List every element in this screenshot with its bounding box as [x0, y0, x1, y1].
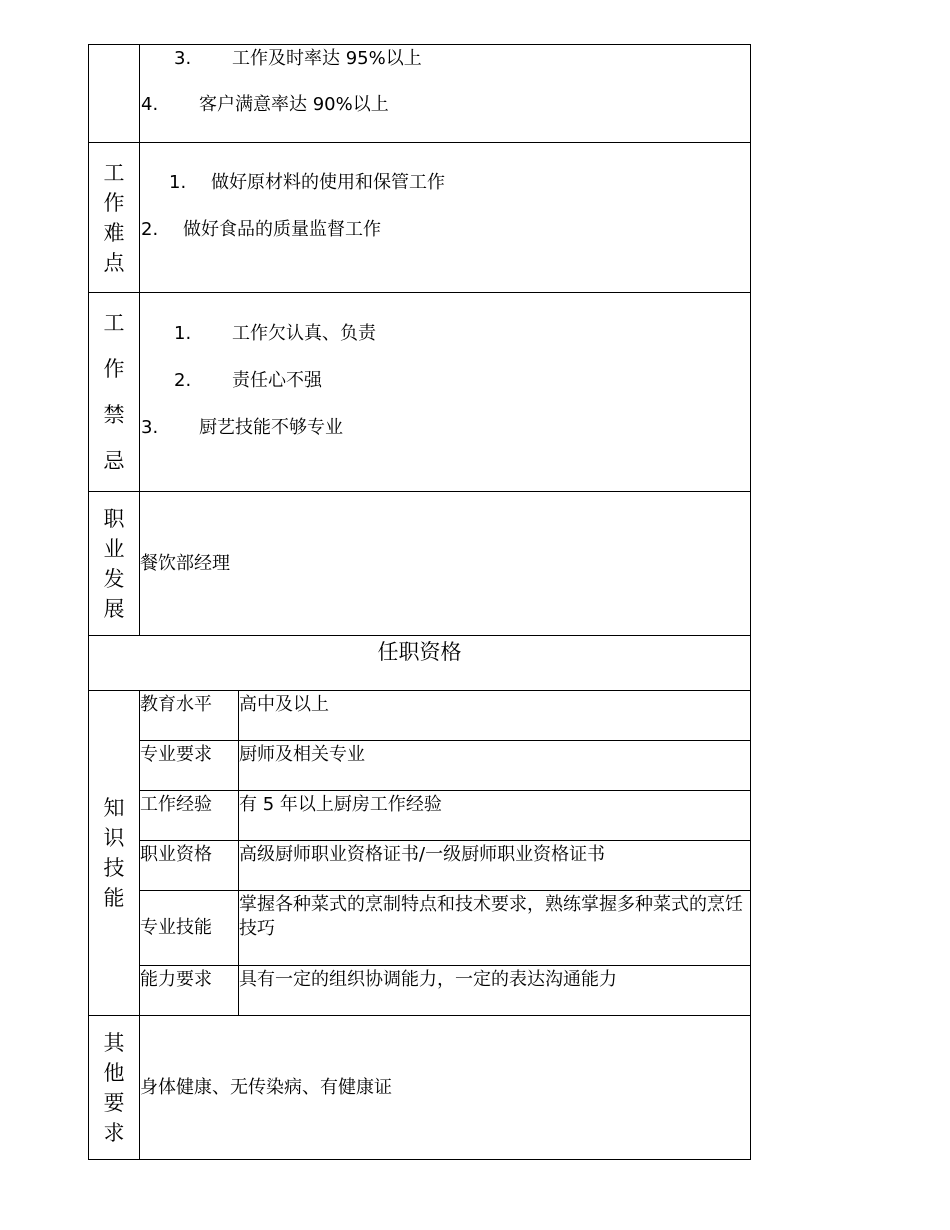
row-key: 职业资格	[140, 841, 239, 891]
table-row	[89, 841, 751, 891]
qualifications-title-row	[89, 636, 751, 691]
difficulties-label: 工 作 难 点	[89, 143, 140, 293]
career-row	[89, 492, 751, 636]
taboos-items-cell	[140, 293, 751, 492]
qualifications-title: 任职资格	[89, 636, 751, 691]
row-key: 专业要求	[140, 741, 239, 791]
list-item: 3. 工作及时率达 95%以上	[174, 48, 422, 69]
difficulties-items-cell	[140, 143, 751, 293]
career-label: 职 业 发 展	[89, 492, 140, 636]
performance-items-cell	[140, 45, 751, 143]
job-requirements-table	[88, 44, 751, 1160]
row-value: 具有一定的组织协调能力，一定的表达沟通能力	[239, 966, 751, 1016]
difficulties-row	[89, 143, 751, 293]
list-item: 3. 厨艺技能不够专业	[141, 417, 343, 438]
list-item: 1. 工作欠认真、负责	[174, 323, 376, 344]
row-key: 能力要求	[140, 966, 239, 1016]
table-row	[89, 966, 751, 1016]
table-row	[89, 741, 751, 791]
row-value: 有 5 年以上厨房工作经验	[239, 791, 751, 841]
knowledge-label: 知 识 技 能	[89, 691, 140, 1016]
other-row	[89, 1016, 751, 1160]
row-value: 高中及以上	[239, 691, 751, 741]
list-item: 4. 客户满意率达 90%以上	[141, 94, 389, 115]
taboos-label: 工 作 禁 忌	[89, 293, 140, 492]
career-value: 餐饮部经理	[140, 492, 751, 636]
list-item: 2. 责任心不强	[174, 370, 322, 391]
performance-standards-row	[89, 45, 751, 143]
list-item: 1. 做好原材料的使用和保管工作	[169, 172, 445, 193]
row-value: 厨师及相关专业	[239, 741, 751, 791]
row-key: 工作经验	[140, 791, 239, 841]
table-row	[89, 691, 751, 741]
other-label: 其 他 要 求	[89, 1016, 140, 1160]
list-item: 2. 做好食品的质量监督工作	[141, 219, 381, 240]
taboos-row	[89, 293, 751, 492]
table-row	[89, 791, 751, 841]
performance-label-cell	[89, 45, 140, 143]
row-key: 专业技能	[140, 891, 239, 966]
row-value: 掌握各种菜式的烹制特点和技术要求，熟练掌握多种菜式的烹饪技巧	[239, 891, 751, 966]
table-row	[89, 891, 751, 966]
row-value: 高级厨师职业资格证书/一级厨师职业资格证书	[239, 841, 751, 891]
other-value: 身体健康、无传染病、有健康证	[140, 1016, 751, 1160]
row-key: 教育水平	[140, 691, 239, 741]
